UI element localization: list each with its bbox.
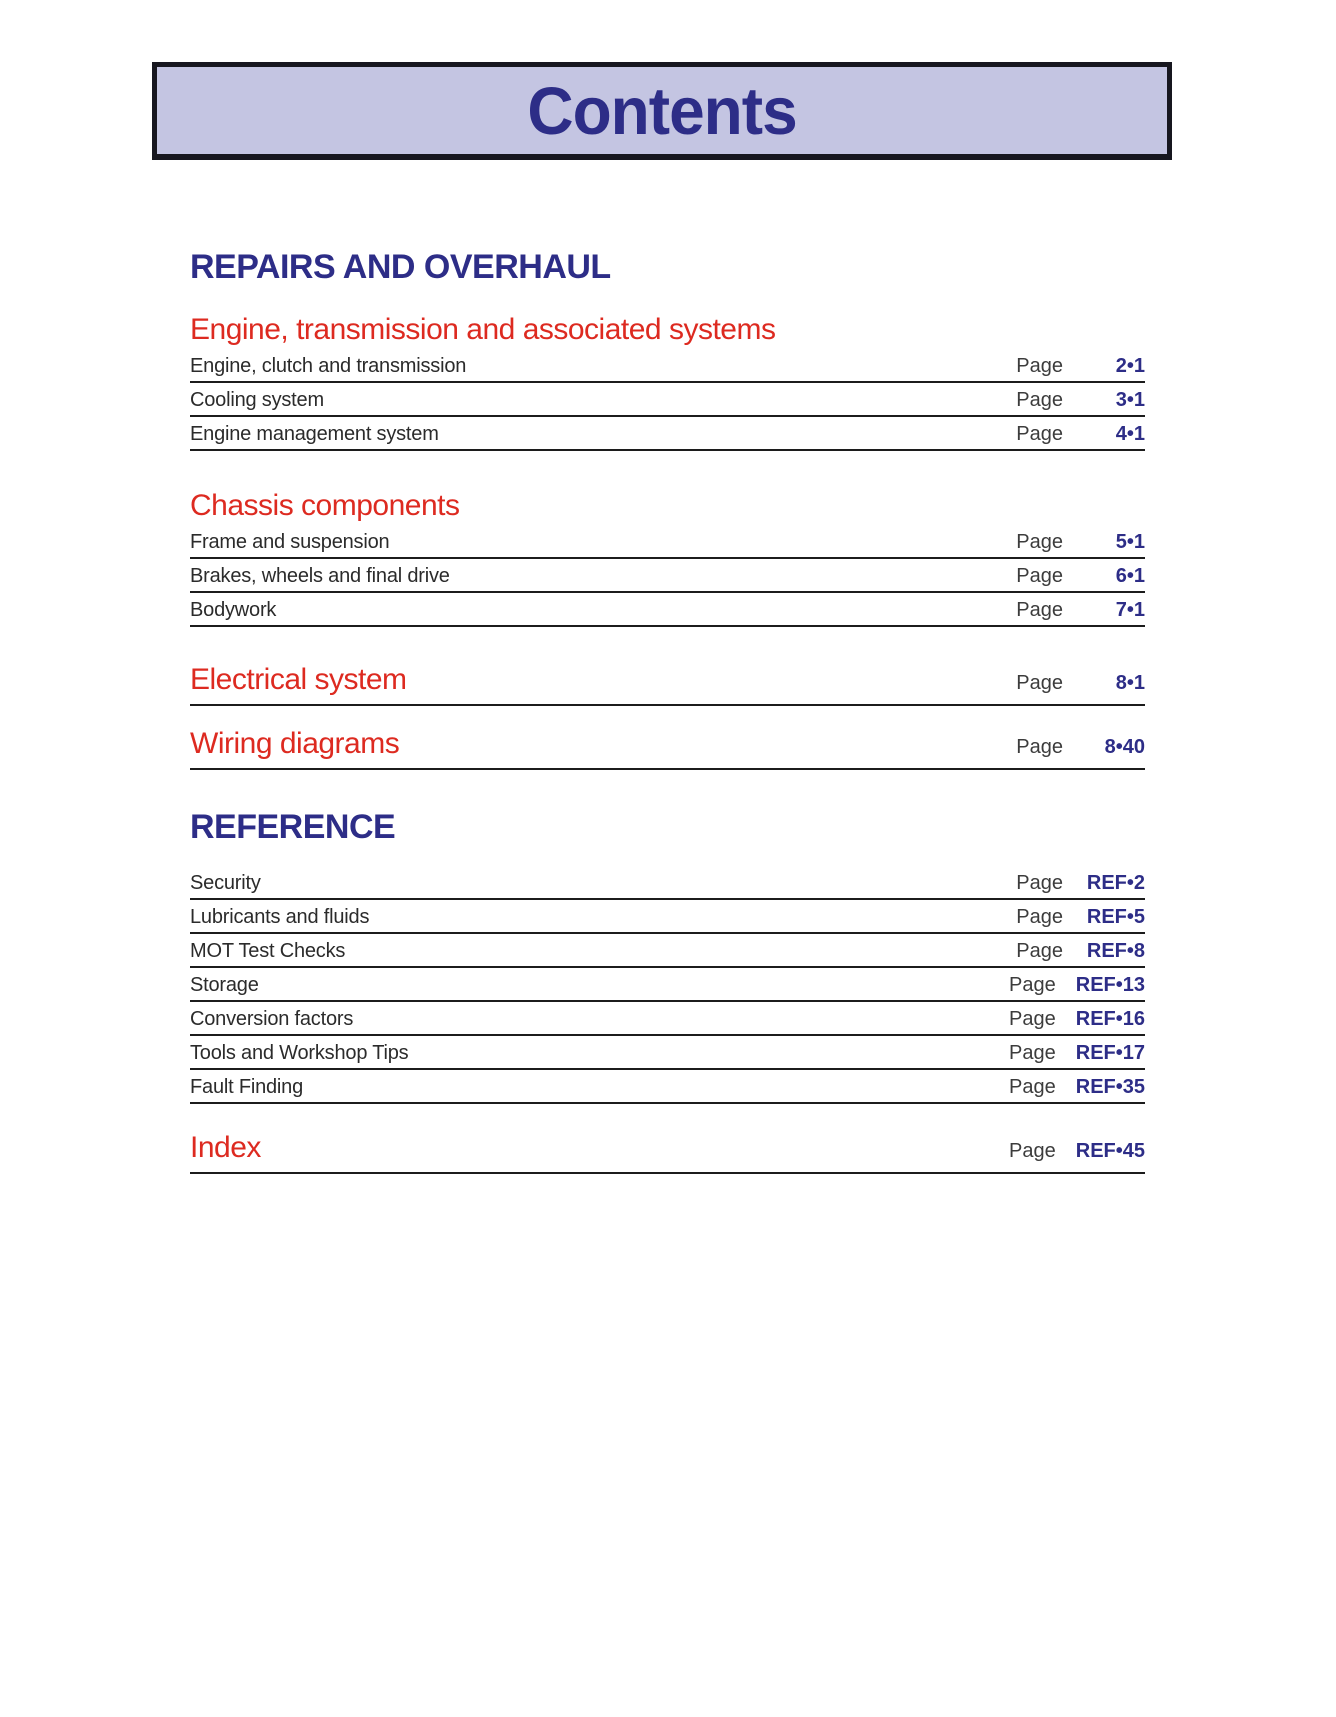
- toc-entry-label: Brakes, wheels and final drive: [190, 565, 450, 587]
- page-number: 2•1: [1115, 355, 1145, 377]
- page-number: REF•17: [1075, 1042, 1145, 1064]
- part-heading-repairs: REPAIRS AND OVERHAUL: [190, 248, 611, 286]
- part-heading-reference: REFERENCE: [190, 808, 396, 846]
- toc-row-wiring-diagrams: [190, 728, 1145, 770]
- toc-entry-label: Conversion factors: [190, 1008, 354, 1030]
- toc-row: [190, 934, 1145, 968]
- toc-entry-label: Engine management system: [190, 423, 439, 445]
- toc-group-reference: [190, 866, 1145, 1104]
- page-word: Page: [1016, 940, 1063, 962]
- page-word: Page: [1016, 355, 1063, 377]
- page-word: Page: [1016, 531, 1063, 553]
- page-number: 8•40: [1104, 736, 1145, 758]
- toc-row-index: [190, 1132, 1145, 1174]
- toc-row: [190, 1002, 1145, 1036]
- toc-entry-label: Storage: [190, 974, 259, 996]
- page-number: 4•1: [1115, 423, 1145, 445]
- toc-entry-label: Bodywork: [190, 599, 277, 621]
- toc-entry-label: Fault Finding: [190, 1076, 304, 1098]
- page-word: Page: [1016, 599, 1063, 621]
- page-word: Page: [1009, 1076, 1056, 1098]
- page-number: 7•1: [1115, 599, 1145, 621]
- page-number: 8•1: [1115, 672, 1145, 694]
- page-word: Page: [1016, 389, 1063, 411]
- page-word: Page: [1016, 672, 1063, 694]
- toc-entry-label: Tools and Workshop Tips: [190, 1042, 409, 1064]
- section-heading: Wiring diagrams: [190, 727, 400, 760]
- toc-row: [190, 1036, 1145, 1070]
- toc-row: [190, 525, 1145, 559]
- toc-row: [190, 593, 1145, 627]
- page-word: Page: [1016, 736, 1063, 758]
- page-number: 5•1: [1115, 531, 1145, 553]
- toc-entry-label: Frame and suspension: [190, 531, 390, 553]
- page-number: REF•35: [1075, 1076, 1145, 1098]
- page-word: Page: [1016, 906, 1063, 928]
- toc-row: [190, 349, 1145, 383]
- toc-row: [190, 866, 1145, 900]
- page-number: REF•5: [1086, 906, 1145, 928]
- page-number: REF•16: [1075, 1008, 1145, 1030]
- toc-group-chassis: [190, 525, 1145, 627]
- toc-row: [190, 417, 1145, 451]
- page-word: Page: [1016, 565, 1063, 587]
- toc-entry-label: Engine, clutch and transmission: [190, 355, 467, 377]
- toc-row: [190, 900, 1145, 934]
- page-number: 3•1: [1115, 389, 1145, 411]
- toc-group-engine: [190, 349, 1145, 451]
- page-word: Page: [1009, 974, 1056, 996]
- page-word: Page: [1009, 1042, 1056, 1064]
- page-word: Page: [1016, 872, 1063, 894]
- page-number: REF•8: [1086, 940, 1145, 962]
- toc-row: [190, 968, 1145, 1002]
- group-heading-engine: Engine, transmission and associated systems: [190, 313, 776, 346]
- toc-entry-label: Security: [190, 872, 261, 894]
- toc-entry-label: MOT Test Checks: [190, 940, 346, 962]
- contents-list: [190, 0, 1145, 1174]
- page-number: REF•13: [1075, 974, 1145, 996]
- page-word: Page: [1016, 423, 1063, 445]
- page-word: Page: [1009, 1008, 1056, 1030]
- section-heading: Index: [190, 1131, 261, 1164]
- toc-row: [190, 559, 1145, 593]
- page-number: REF•45: [1075, 1140, 1145, 1162]
- group-heading-chassis: Chassis components: [190, 489, 460, 522]
- page-title: Contents: [527, 73, 797, 148]
- section-heading: Electrical system: [190, 663, 407, 696]
- toc-entry-label: Lubricants and fluids: [190, 906, 370, 928]
- toc-row: [190, 383, 1145, 417]
- page-number: REF•2: [1086, 872, 1145, 894]
- toc-entry-label: Cooling system: [190, 389, 324, 411]
- toc-row-electrical-system: [190, 664, 1145, 706]
- page-word: Page: [1009, 1140, 1056, 1162]
- toc-row: [190, 1070, 1145, 1104]
- page-number: 6•1: [1115, 565, 1145, 587]
